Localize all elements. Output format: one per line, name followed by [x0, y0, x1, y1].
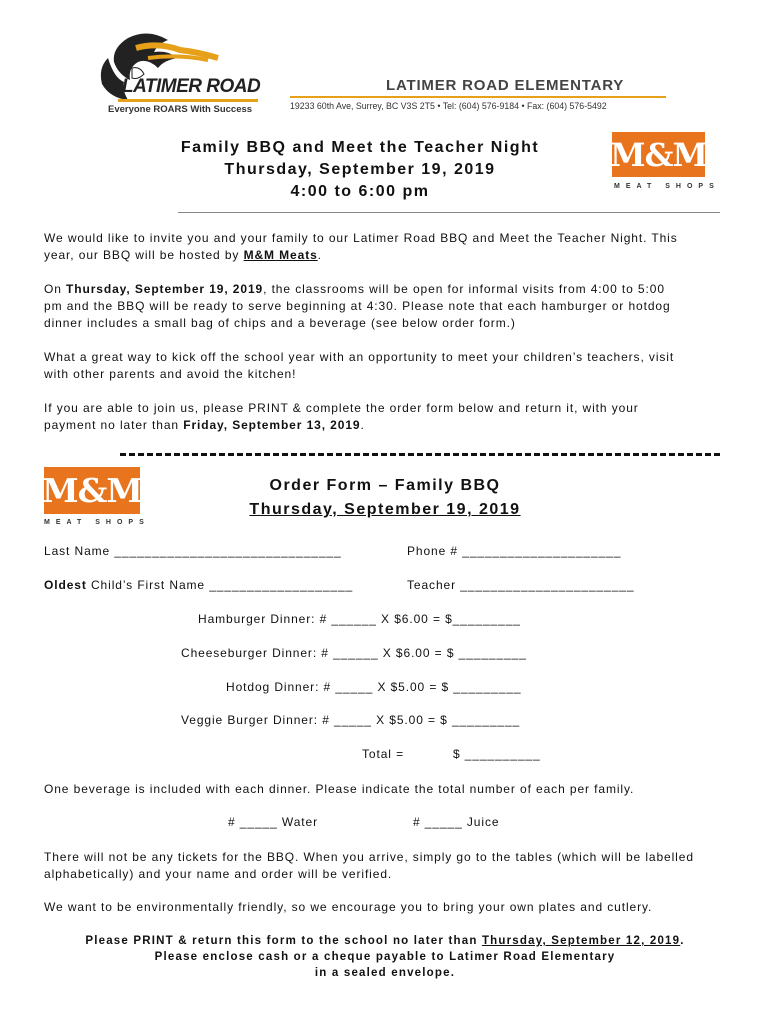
environment-note: We want to be environmentally friendly, so we encourage you to bring your own plates and cutlery.	[44, 900, 653, 914]
mm-logo-box	[44, 467, 140, 514]
school-address: 19233 60th Ave, Surrey, BC V3S 2T5 • Tel: (604) 576-9184 • Fax: (604) 576-5492	[290, 101, 607, 111]
mm-logo-letters: M&M	[610, 135, 707, 174]
order-form-date: Thursday, September 19, 2019	[249, 501, 521, 518]
payment-deadline: Friday, September 13, 2019	[183, 418, 361, 432]
mm-logo-box	[612, 132, 705, 177]
last-name-field[interactable]: Last Name ______________________________	[44, 544, 342, 558]
mm-logo-form	[44, 467, 150, 526]
host-name: M&M Meats	[243, 248, 318, 262]
order-form-title	[185, 474, 585, 522]
oldest-child-field[interactable]: Oldest Child’s First Name ___________________	[44, 578, 354, 592]
cheeseburger-order-field[interactable]: Cheeseburger Dinner: # ______ X $6.00 = $ _________	[181, 646, 527, 660]
intro-paragraph-1: We would like to invite you and your family to our Latimer Road BBQ and Meet the Teacher Night. This year, our BBQ will be hosted by M&M Meats.	[44, 231, 678, 262]
event-time: 4:00 to 6:00 pm	[290, 183, 430, 200]
event-date: Thursday, September 19, 2019	[224, 161, 496, 178]
hamburger-order-field[interactable]: Hamburger Dinner: # ______ X $6.00 = $_________	[198, 612, 521, 626]
return-deadline: Thursday, September 12, 2019	[481, 935, 681, 947]
header-rule	[178, 212, 720, 213]
intro-paragraph-2: On Thursday, September 19, 2019, the classrooms will be open for informal visits from 4:00 to 5:00 pm and the BBQ will be ready to serve beginning at 4:30. Please note that each hamburger or hotdog dinner includes a small bag of chips and a beverage (see below order form.)	[44, 282, 671, 330]
footer-instructions: Please PRINT & return this form to the school no later than Thursday, September 12, 2019. Please enclose cash or a cheque payable to Latimer Road Elementary in a sealed envelope.	[85, 935, 685, 979]
logo-swoosh	[118, 99, 258, 102]
event-date-inline: Thursday, September 19, 2019	[66, 282, 264, 296]
tickets-note: There will not be any tickets for the BBQ. When you arrive, simply go to the tables (which will be labelled alphabetically) and your name and order will be verified.	[44, 850, 694, 881]
phone-field[interactable]: Phone # _____________________	[407, 544, 622, 558]
mm-logo-letters: M&M	[42, 471, 142, 510]
school-header	[290, 77, 670, 111]
tagline: Everyone ROARS With Success	[108, 104, 253, 115]
total-label: Total =	[362, 747, 404, 761]
cut-line	[120, 453, 720, 456]
mm-logo-subtitle: MEAT SHOPS	[614, 183, 720, 190]
school-name: LATIMER ROAD ELEMENTARY	[386, 77, 625, 94]
school-logo-text: LATIMER ROAD	[122, 76, 261, 97]
school-divider	[290, 96, 666, 98]
intro-paragraph-4: If you are able to join us, please PRINT & complete the order form below and return it, with your payment no later than Friday, September 13, 2019.	[44, 401, 639, 432]
hotdog-order-field[interactable]: Hotdog Dinner: # _____ X $5.00 = $ _________	[226, 680, 522, 694]
event-title	[150, 137, 570, 203]
total-field[interactable]: $ __________	[453, 747, 541, 761]
mm-logo-subtitle: MEAT SHOPS	[44, 519, 150, 526]
mm-logo-top	[612, 132, 720, 190]
teacher-field[interactable]: Teacher _______________________	[407, 578, 635, 592]
beverage-note: One beverage is included with each dinner. Please indicate the total number of each per family.	[44, 782, 635, 796]
event-title-line1: Family BBQ and Meet the Teacher Night	[180, 139, 540, 156]
veggie-burger-order-field[interactable]: Veggie Burger Dinner: # _____ X $5.00 = $ _________	[181, 713, 521, 727]
juice-field[interactable]: # _____ Juice	[413, 815, 500, 829]
order-form-heading: Order Form – Family BBQ	[269, 477, 501, 494]
water-field[interactable]: # _____ Water	[228, 815, 318, 829]
intro-paragraph-3: What a great way to kick off the school year with an opportunity to meet your children’s teachers, visit with other parents and avoid the kitchen!	[44, 350, 675, 381]
